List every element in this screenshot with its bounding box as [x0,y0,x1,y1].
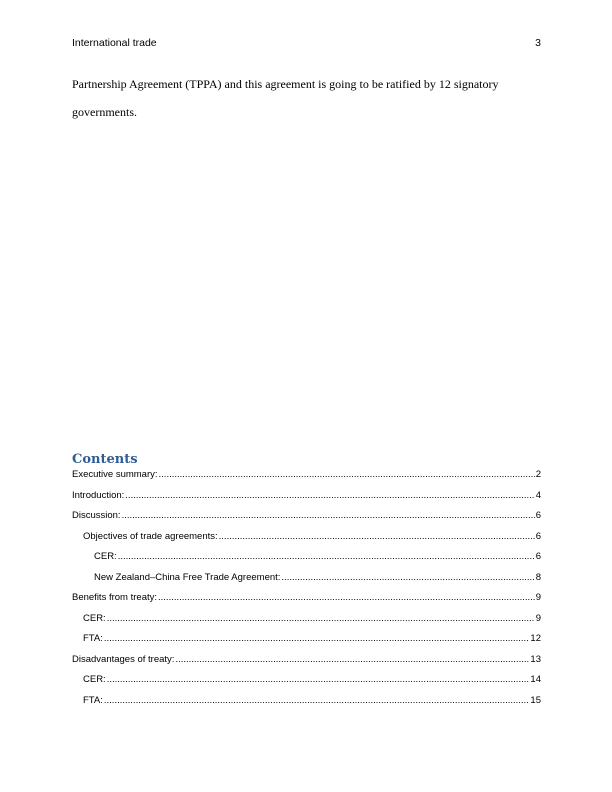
toc-entry-executive-summary[interactable] [72,468,541,482]
toc-leader-dots [122,509,535,523]
toc-entry-page: 9 [535,592,541,603]
toc-entry-fta-disadvantages[interactable] [83,694,541,708]
toc-entry-discussion[interactable] [72,509,541,523]
toc-entry-label: Executive summary: [72,469,158,480]
toc-entry-label: CER: [94,551,117,562]
toc-entry-label: Disadvantages of treaty: [72,653,175,665]
toc-leader-dots [107,612,535,626]
toc-leader-dots [104,632,530,646]
toc-entry-objectives[interactable] [83,530,541,544]
toc-entry-cer-disadvantages[interactable] [83,673,541,687]
toc-heading: Contents [72,452,138,467]
header-title: International trade [72,37,157,49]
toc-entry-cer-objectives[interactable] [94,550,541,564]
toc-leader-dots [219,530,535,544]
toc-entry-label: New Zealand–China Free Trade Agreement: [94,571,281,583]
toc-entry-benefits[interactable] [72,591,541,605]
body-line-2: governments. [72,105,137,119]
toc-entry-disadvantages[interactable] [72,653,541,667]
toc-entry-page: 15 [530,694,541,706]
toc-entry-fta-benefits[interactable] [83,632,541,646]
toc-entry-label: Introduction: [72,489,125,501]
toc-entry-label: FTA: [83,694,103,706]
toc-entry-page: 8 [535,571,541,583]
toc-entry-page: 6 [535,510,541,521]
toc-entry-page: 9 [535,612,541,624]
toc-entry-page: 2 [535,469,541,480]
toc-leader-dots [281,571,534,585]
toc-leader-dots [158,591,535,605]
toc-entry-nz-china-fta[interactable] [94,571,541,585]
toc-entry-page: 6 [535,551,541,562]
toc-leader-dots [118,550,535,564]
toc-leader-dots [175,653,529,667]
body-paragraph [72,70,541,126]
toc-entry-introduction[interactable] [72,489,541,503]
header-page-number: 3 [535,37,541,49]
toc-entry-cer-benefits[interactable] [83,612,541,626]
toc-entry-label: Discussion: [72,510,121,521]
toc-entry-label: CER: [83,674,106,685]
toc-entry-label: Benefits from treaty: [72,592,158,603]
toc-entry-label: CER: [83,612,106,624]
toc-leader-dots [159,468,535,482]
body-line-1: Partnership Agreement (TPPA) and this agreement is going to be ratified by 12 signatory [72,77,499,91]
toc-entry-label: FTA: [83,633,103,644]
toc-entry-page: 4 [535,489,541,501]
page-header [72,36,541,50]
toc-entry-page: 13 [530,653,541,665]
toc-leader-dots [125,489,534,503]
toc-entry-label: Objectives of trade agreements: [83,530,218,542]
toc-leader-dots [107,673,530,687]
toc-leader-dots [104,694,530,708]
toc-entry-page: 6 [535,530,541,542]
toc-entry-page: 14 [530,674,541,685]
toc-entry-page: 12 [530,633,541,644]
